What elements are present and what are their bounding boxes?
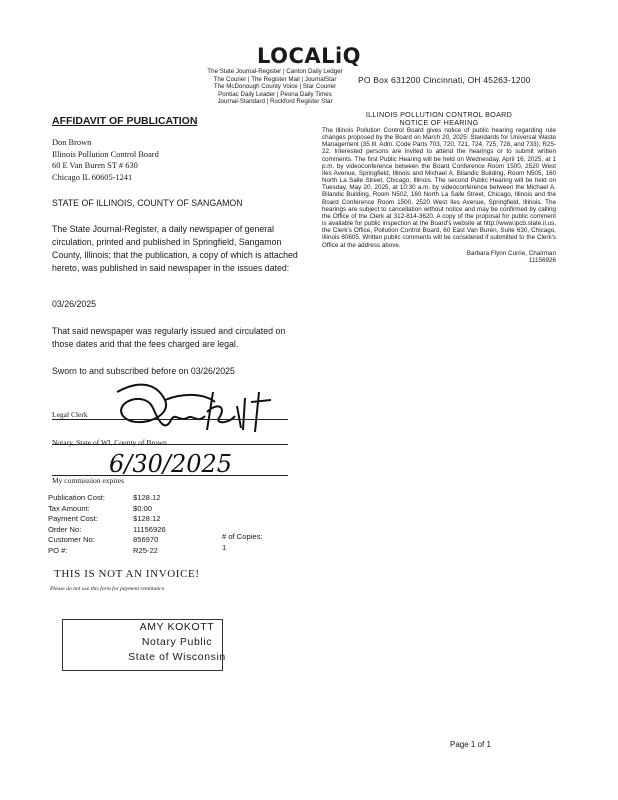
address-line: 60 E Van Buren ST # 630: [52, 161, 138, 170]
publication-line: The Courier | The Register Mail | JournalStar: [213, 75, 337, 83]
publication-line: Journal-Standard | Rockford Register Star: [217, 98, 333, 106]
financial-label: Publication Cost:: [48, 493, 105, 502]
publication-line: The State Journal-Register | Canton Daily Ledger: [207, 68, 343, 75]
notary-label: Notary, State of WI, County of Brown: [52, 438, 167, 447]
state-county: STATE OF ILLINOIS, COUNTY OF SANGAMON: [52, 198, 243, 208]
localiq-logo: LOCALiQ: [256, 44, 362, 68]
copies-block: [222, 532, 263, 553]
po-box-address: PO Box 631200 Cincinnati, OH 45263-1200: [358, 75, 531, 85]
handwritten-date: 6/30/2025: [109, 450, 233, 478]
notice-reference: 11156926: [528, 256, 556, 264]
publication-line: The McDonough County Voice | Star Courier: [213, 83, 337, 91]
stamp-state: State of Wisconsin: [128, 651, 226, 663]
hearing-notice-clipping: [322, 111, 556, 264]
affidavit-title: AFFIDAVIT OF PUBLICATION: [52, 115, 198, 127]
financial-label: Customer No:: [48, 535, 95, 544]
invoice-remittance-note: Please do not use this form for payment remittance.: [50, 586, 166, 592]
copies-value: 1: [222, 542, 227, 552]
financial-value: $128.12: [133, 514, 161, 523]
financial-label: PO #:: [48, 545, 68, 555]
financial-details: [48, 493, 166, 556]
financial-row: [48, 546, 166, 557]
financial-row: [48, 525, 166, 536]
recipient-address: [52, 137, 159, 183]
publication-line: Pontiac Daily Leader | Peoria Daily Times: [218, 90, 332, 98]
financial-row: [48, 493, 166, 504]
financial-value: $128.12: [133, 493, 161, 502]
notice-signer: Barbara Flynn Currie, Chairman: [466, 249, 556, 257]
stamp-name: AMY KOKOTT: [139, 621, 215, 633]
notice-body: The Illinois Pollution Control Board gives notice of public hearing regarding rule changes proposed by the Board on March 20, 2025: Standards for Universal Waste Management (35 Ill. Adm. Code Parts 703, 720, 721, 724, 725, 728, and 733), R25-22. Interested persons are invited to attend the hearings or to submit written comments. The first Public Hearing will be held on Wednesday, April 16, 2025, at 1 p.m. by videoconference between the Board Conference Room 1500, 2520 West Iles Avenue, Springfield, Illinois and Michael A. Bilandic Building, Room N505, 160 North La Salle Street, Chicago, Illinois. The second Public Hearing will be held on Tuesday, May 20, 2025, at 10:30 a.m. by videoconference between the Michael A. Bilandic Building, Room N502, 160 North La Salle Street, Chicago, Illinois and the Board Conference Room 1500, 2520 West Iles Avenue, Springfield, Illinois. The hearings are subject to cancellation without notice and may be confirmed by calling the Office of the Clerk at 312-814-3620. A copy of the proposal for public comment is available for public inspection at the Board's website at http://www.ipcb.state.il.us, the Clerk's Office, Pollution Control Board, 60 East Van Buren, Suite 630, Chicago, Illinois 60605. Written public comments will be considered if submitted to the Clerk's Office at the address above.: [322, 127, 556, 249]
address-line: Illinois Pollution Control Board: [52, 149, 159, 159]
financial-value: 856970: [133, 535, 159, 544]
financial-value: $0.00: [133, 503, 153, 513]
financial-label: Order No:: [48, 524, 82, 534]
financial-value: 11156926: [133, 524, 166, 534]
financial-label: Tax Amount:: [48, 503, 90, 513]
not-invoice-notice: THIS IS NOT AN INVOICE!: [54, 568, 200, 580]
handwritten-signature: [95, 372, 285, 482]
notice-heading: ILLINOIS POLLUTION CONTROL BOARD: [365, 110, 513, 119]
copies-label: # of Copies:: [222, 532, 263, 541]
legal-clerk-label: Legal Clerk: [52, 410, 88, 419]
financial-row: [48, 535, 166, 546]
address-line: Chicago IL 60605-1241: [52, 172, 133, 182]
publication-list: [190, 68, 360, 106]
address-line: Don Brown: [52, 138, 92, 147]
commission-label: My commission expires: [52, 476, 125, 485]
financial-value: R25-22: [133, 545, 158, 555]
financial-row: [48, 504, 166, 515]
notice-subheading: NOTICE OF HEARING: [399, 118, 479, 127]
stamp-title: Notary Public: [141, 636, 213, 648]
issue-date: 03/26/2025: [52, 299, 97, 309]
sworn-statement: Sworn to and subscribed before on 03/26/2025: [52, 366, 235, 376]
legal-clerk-line: [52, 419, 288, 420]
page-number: Page 1 of 1: [450, 740, 491, 749]
publication-statement: The State Journal-Register, a daily newspaper of general circulation, printed and published in Springfield, Sangamon County, Illinois; that the publication, a copy of which is attached hereto, was published in said newspaper in the issues dated:: [52, 224, 298, 273]
financial-row: [48, 514, 166, 525]
notary-stamp: [62, 620, 292, 665]
regular-issue-statement: That said newspaper was regularly issued and circulated on those dates and that the fees charged are legal.: [52, 326, 286, 349]
financial-label: Payment Cost:: [48, 514, 98, 523]
